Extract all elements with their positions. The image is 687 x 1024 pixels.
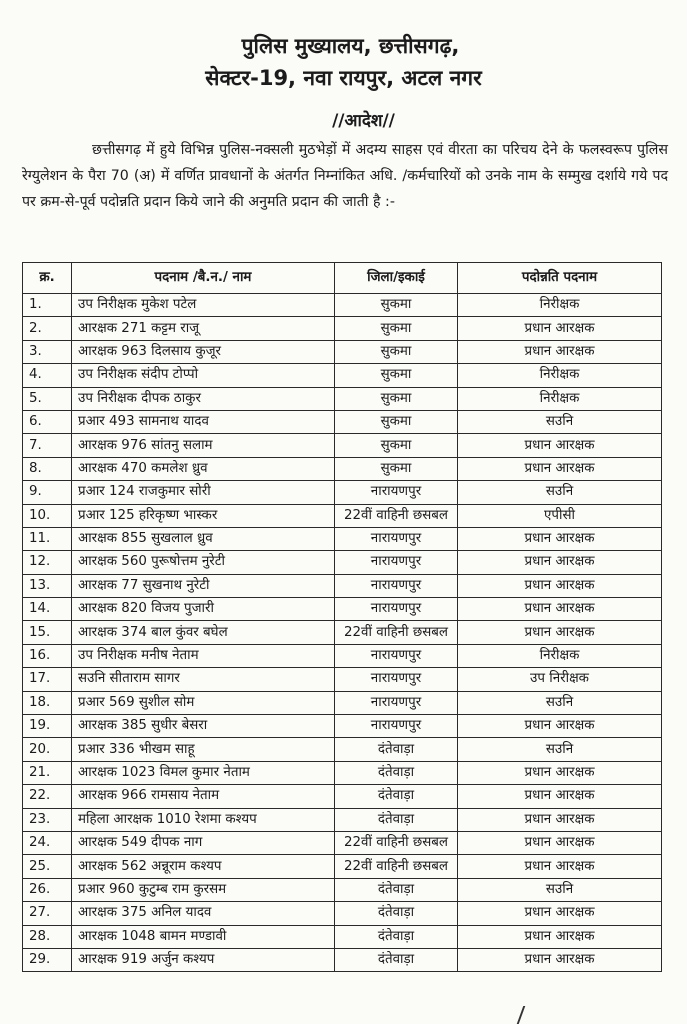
district-cell: सुकमा [335, 410, 458, 433]
district-cell: नारायणपुर [335, 691, 458, 714]
post-cell: निरीक्षक [458, 644, 662, 667]
serial-cell: 3. [23, 340, 72, 363]
table-row [23, 481, 662, 504]
table-row [23, 294, 662, 317]
post-cell: प्रधान आरक्षक [458, 598, 662, 621]
district-cell: सुकमा [335, 294, 458, 317]
post-cell: एपीसी [458, 504, 662, 527]
table-row [23, 644, 662, 667]
post-cell: निरीक्षक [458, 294, 662, 317]
serial-cell: 28. [23, 925, 72, 948]
post-cell: प्रधान आरक्षक [458, 715, 662, 738]
post-cell: सउनि [458, 691, 662, 714]
district-cell: दंतेवाड़ा [335, 808, 458, 831]
name-cell: प्रआर 124 राजकुमार सोरी [72, 481, 335, 504]
serial-cell: 25. [23, 855, 72, 878]
post-cell: प्रधान आरक्षक [458, 808, 662, 831]
post-cell: सउनि [458, 481, 662, 504]
name-cell: प्रआर 960 कुटुम्ब राम कुरसम [72, 878, 335, 901]
post-cell: प्रधान आरक्षक [458, 902, 662, 925]
serial-cell: 17. [23, 668, 72, 691]
post-cell: प्रधान आरक्षक [458, 551, 662, 574]
table-row [23, 574, 662, 597]
serial-cell: 29. [23, 948, 72, 971]
serial-cell: 13. [23, 574, 72, 597]
name-cell: आरक्षक 562 अन्नूराम कश्यप [72, 855, 335, 878]
table-row [23, 925, 662, 948]
name-cell: आरक्षक 1023 विमल कुमार नेताम [72, 761, 335, 784]
serial-cell: 5. [23, 387, 72, 410]
district-cell: नारायणपुर [335, 598, 458, 621]
name-cell: सउनि सीताराम सागर [72, 668, 335, 691]
table-row [23, 317, 662, 340]
table-row [23, 598, 662, 621]
post-cell: प्रधान आरक्षक [458, 761, 662, 784]
name-cell: आरक्षक 1048 बामन मण्डावी [72, 925, 335, 948]
table-header-row [23, 263, 662, 294]
post-cell: निरीक्षक [458, 364, 662, 387]
district-cell: नारायणपुर [335, 574, 458, 597]
name-cell: महिला आरक्षक 1010 रेशमा कश्यप [72, 808, 335, 831]
post-cell: प्रधान आरक्षक [458, 621, 662, 644]
post-cell: प्रधान आरक्षक [458, 317, 662, 340]
post-cell: सउनि [458, 878, 662, 901]
district-cell: नारायणपुर [335, 551, 458, 574]
district-cell: दंतेवाड़ा [335, 738, 458, 761]
table-row [23, 738, 662, 761]
district-cell: नारायणपुर [335, 668, 458, 691]
name-cell: आरक्षक 976 सांतनु सलाम [72, 434, 335, 457]
header-name: पदनाम /बै.न./ नाम [72, 263, 335, 294]
header-line-1: पुलिस मुख्यालय, छत्तीसगढ़, [241, 34, 460, 58]
table-row [23, 761, 662, 784]
order-body-text: छत्तीसगढ़ में हुये विभिन्न पुलिस-नक्सली मुठभेड़ों में अदम्य साहस एवं वीरता का परिचय देने के फलस्वरूप पुलिस रेग्युलेशन के पैरा 70 (अ) में वर्णित प्रावधानों के अंतर्गत निम्नांकित अधि. /कर्मचारियों को उनके नाम के सम्मुख दर्शाये गये पद पर क्रम-से-पूर्व पदोन्नति प्रदान किये जाने की अनुमति प्रदान की जाती है :- [22, 142, 668, 210]
post-cell: प्रधान आरक्षक [458, 527, 662, 550]
table-row [23, 434, 662, 457]
district-cell: नारायणपुर [335, 527, 458, 550]
post-cell: प्रधान आरक्षक [458, 434, 662, 457]
serial-cell: 8. [23, 457, 72, 480]
district-cell: 22वीं वाहिनी छसबल [335, 855, 458, 878]
name-cell: आरक्षक 820 विजय पुजारी [72, 598, 335, 621]
post-cell: प्रधान आरक्षक [458, 831, 662, 854]
district-cell: नारायणपुर [335, 481, 458, 504]
table-row [23, 551, 662, 574]
serial-cell: 21. [23, 761, 72, 784]
name-cell: उप निरीक्षक दीपक ठाकुर [72, 387, 335, 410]
serial-cell: 15. [23, 621, 72, 644]
post-cell: प्रधान आरक्षक [458, 340, 662, 363]
district-cell: 22वीं वाहिनी छसबल [335, 831, 458, 854]
name-cell: आरक्षक 549 दीपक नाग [72, 831, 335, 854]
table-row [23, 878, 662, 901]
name-cell: प्रआर 336 भीखम साहू [72, 738, 335, 761]
district-cell: नारायणपुर [335, 644, 458, 667]
name-cell: आरक्षक 560 पुरूषोत्तम नुरेटी [72, 551, 335, 574]
serial-cell: 14. [23, 598, 72, 621]
serial-cell: 4. [23, 364, 72, 387]
table-row [23, 948, 662, 971]
table-row [23, 387, 662, 410]
table-row [23, 340, 662, 363]
serial-cell: 9. [23, 481, 72, 504]
post-cell: प्रधान आरक्षक [458, 457, 662, 480]
table-row [23, 808, 662, 831]
header-promoted-post: पदोन्नति पदनाम [458, 263, 662, 294]
serial-cell: 19. [23, 715, 72, 738]
signature-mark [517, 1006, 566, 1024]
name-cell: आरक्षक 470 कमलेश ध्रुव [72, 457, 335, 480]
post-cell: सउनि [458, 410, 662, 433]
serial-cell: 27. [23, 902, 72, 925]
district-cell: सुकमा [335, 434, 458, 457]
district-cell: सुकमा [335, 317, 458, 340]
name-cell: आरक्षक 374 बाल कुंवर बघेल [72, 621, 335, 644]
serial-cell: 23. [23, 808, 72, 831]
name-cell: आरक्षक 77 सुखनाथ नुरेटी [72, 574, 335, 597]
name-cell: उप निरीक्षक संदीप टोप्पो [72, 364, 335, 387]
serial-cell: 12. [23, 551, 72, 574]
name-cell: आरक्षक 966 रामसाय नेताम [72, 785, 335, 808]
post-cell: प्रधान आरक्षक [458, 948, 662, 971]
serial-cell: 7. [23, 434, 72, 457]
table-row [23, 504, 662, 527]
name-cell: आरक्षक 963 दिलसाय कुजूर [72, 340, 335, 363]
post-cell: प्रधान आरक्षक [458, 574, 662, 597]
post-cell: प्रधान आरक्षक [458, 785, 662, 808]
post-cell: प्रधान आरक्षक [458, 925, 662, 948]
table-row [23, 691, 662, 714]
name-cell: आरक्षक 919 अर्जुन कश्यप [72, 948, 335, 971]
post-cell: उप निरीक्षक [458, 668, 662, 691]
serial-cell: 24. [23, 831, 72, 854]
table-body [23, 294, 662, 972]
district-cell: दंतेवाड़ा [335, 761, 458, 784]
header-serial: क्र. [23, 263, 72, 294]
name-cell: आरक्षक 375 अनिल यादव [72, 902, 335, 925]
serial-cell: 11. [23, 527, 72, 550]
table-row [23, 457, 662, 480]
table-row [23, 410, 662, 433]
district-cell: सुकमा [335, 364, 458, 387]
district-cell: दंतेवाड़ा [335, 925, 458, 948]
name-cell: आरक्षक 271 कट्टम राजू [72, 317, 335, 340]
document-header [0, 30, 687, 94]
name-cell: उप निरीक्षक मनीष नेताम [72, 644, 335, 667]
header-line-2: सेक्टर-19, नवा रायपुर, अटल नगर [205, 66, 482, 90]
name-cell: उप निरीक्षक मुकेश पटेल [72, 294, 335, 317]
table-row [23, 831, 662, 854]
serial-cell: 2. [23, 317, 72, 340]
district-cell: 22वीं वाहिनी छसबल [335, 621, 458, 644]
serial-cell: 18. [23, 691, 72, 714]
serial-cell: 6. [23, 410, 72, 433]
table-row [23, 668, 662, 691]
table-row [23, 527, 662, 550]
table-row [23, 621, 662, 644]
serial-cell: 10. [23, 504, 72, 527]
table-row [23, 715, 662, 738]
district-cell: नारायणपुर [335, 715, 458, 738]
serial-cell: 16. [23, 644, 72, 667]
name-cell: प्रआर 493 सामनाथ यादव [72, 410, 335, 433]
table-row [23, 855, 662, 878]
serial-cell: 22. [23, 785, 72, 808]
district-cell: दंतेवाड़ा [335, 948, 458, 971]
district-cell: 22वीं वाहिनी छसबल [335, 504, 458, 527]
table-row [23, 364, 662, 387]
district-cell: सुकमा [335, 387, 458, 410]
district-cell: सुकमा [335, 457, 458, 480]
post-cell: सउनि [458, 738, 662, 761]
name-cell: प्रआर 125 हरिकृष्ण भास्कर [72, 504, 335, 527]
name-cell: आरक्षक 855 सुखलाल ध्रुव [72, 527, 335, 550]
serial-cell: 26. [23, 878, 72, 901]
order-title: //आदेश// [332, 111, 395, 131]
district-cell: दंतेवाड़ा [335, 878, 458, 901]
name-cell: प्रआर 569 सुशील सोम [72, 691, 335, 714]
district-cell: सुकमा [335, 340, 458, 363]
post-cell: प्रधान आरक्षक [458, 855, 662, 878]
serial-cell: 1. [23, 294, 72, 317]
promotion-table [22, 262, 662, 972]
post-cell: निरीक्षक [458, 387, 662, 410]
serial-cell: 20. [23, 738, 72, 761]
district-cell: दंतेवाड़ा [335, 785, 458, 808]
header-district: जिला/इकाई [335, 263, 458, 294]
table-row [23, 785, 662, 808]
table-row [23, 902, 662, 925]
district-cell: दंतेवाड़ा [335, 902, 458, 925]
name-cell: आरक्षक 385 सुधीर बेसरा [72, 715, 335, 738]
